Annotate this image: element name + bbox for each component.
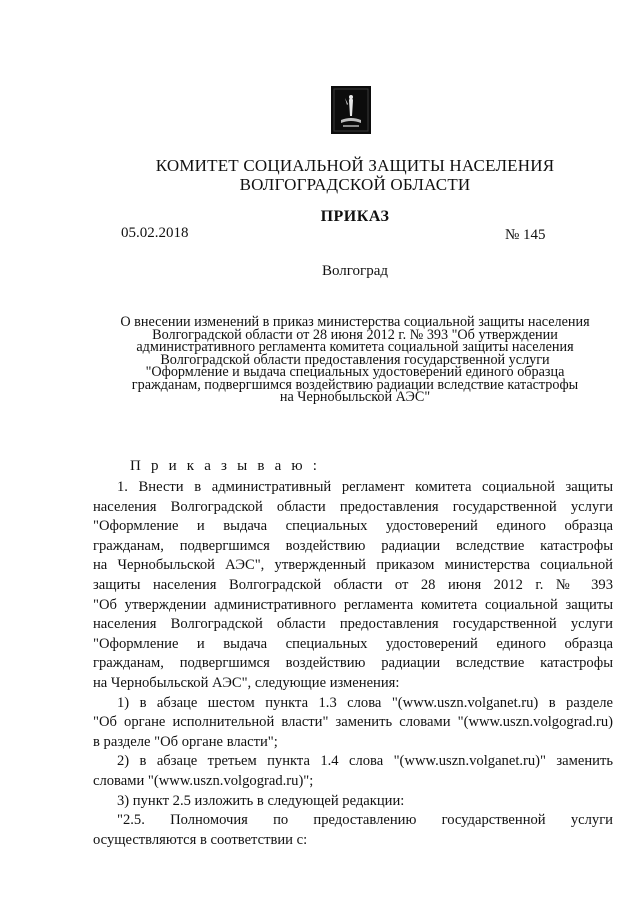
body-line: "Оформление и выдача специальных удостоверений единого образца [93,518,613,535]
org-name-line-1: КОМИТЕТ СОЦИАЛЬНОЙ ЗАЩИТЫ НАСЕЛЕНИЯ [155,156,555,175]
coat-of-arms-emblem [331,86,371,134]
subject-line: "Оформление и выдача специальных удостоверений единого образца [145,364,565,380]
subject-line: Волгоградской области от 28 июня 2012 г. № 393 "Об утверждении [152,326,558,343]
body-line: 1) в абзаце шестом пункта 1.3 слова "(www.uszn.volganet.ru) в разделе [117,694,613,711]
subject-line: гражданам, подвергшимся воздействию радиации вследствие катастрофы [131,376,579,393]
document-date: 05.02.2018 [121,225,189,241]
document-body [93,478,613,850]
order-preamble: П р и к а з ы в а ю : [130,458,321,474]
document-number: № 145 [505,227,546,243]
body-line: 3) пункт 2.5 изложить в следующей редакции: [117,792,405,809]
body-line: "Оформление и выдача специальных удостоверений единого образца [93,635,613,652]
body-line: 2) в абзаце третьем пункта 1.4 слова "(www.uszn.volganet.ru)" заменить [117,753,613,770]
body-line: гражданам, подвергшимся воздействию радиации вследствие катастрофы [93,655,613,672]
document-subject [90,316,620,404]
document-city: Волгоград [321,263,388,279]
body-line: осуществляются в соответствии с: [93,831,308,848]
body-line: 1. Внести в административный регламент комитета социальной защиты [117,479,613,495]
body-line: населения Волгоградской области предоставления государственной услуги [93,498,613,515]
volgograd-coat-of-arms-icon [331,86,371,134]
body-line: защиты населения Волгоградской области от 28 июня 2012 г. № 393 [93,576,613,593]
subject-line: административного регламента комитета социальной защиты населения [136,339,574,355]
subject-line: О внесении изменений в приказ министерства социальной защиты населения [120,314,590,330]
body-line: "Об органе исполнительной власти" заменить словами "(www.uszn.volgograd.ru) [93,714,613,731]
subject-line: Волгоградской области предоставления государственной услуги [160,351,550,368]
body-line: гражданам, подвергшимся воздействию радиации вследствие катастрофы [93,537,613,554]
body-line: в разделе "Об органе власти"; [93,733,278,750]
subject-line: на Чернобыльской АЭС" [279,389,431,405]
body-line: на Чернобыльской АЭС", следующие изменения: [93,674,400,691]
body-line: словами "(www.uszn.volgograd.ru)"; [93,772,314,789]
document-type: ПРИКАЗ [320,208,390,225]
body-line: "Об утверждении административного регламента комитета социальной защиты [93,596,613,613]
body-line: населения Волгоградской области предоставления государственной услуги [93,616,613,633]
org-name-line-2: ВОЛГОГРАДСКОЙ ОБЛАСТИ [239,175,471,194]
body-line: на Чернобыльской АЭС", утвержденный приказом министерства социальной [93,557,613,574]
body-line: "2.5. Полномочия по предоставлению государственной услуги [117,812,613,829]
